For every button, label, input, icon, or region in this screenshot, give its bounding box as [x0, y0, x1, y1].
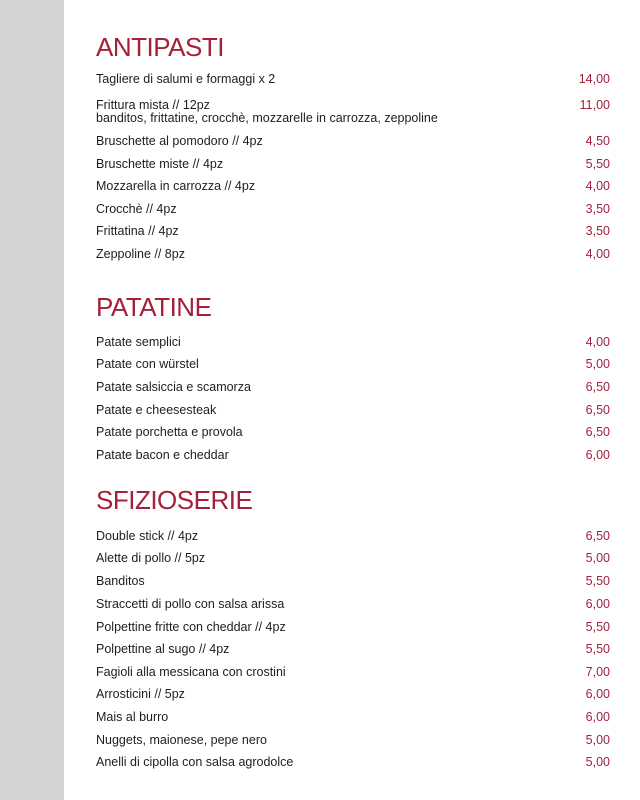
- item-name: Patate con würstel: [96, 357, 199, 371]
- item-price: 5,00: [585, 733, 610, 747]
- item-price: 4,00: [585, 335, 610, 349]
- side-band: [0, 0, 64, 800]
- item-description: banditos, frittatine, crocchè, mozzarelle in carrozza, zeppoline: [96, 111, 438, 125]
- item-price: 5,50: [585, 642, 610, 656]
- section-title: SFIZIOSERIE: [96, 485, 253, 515]
- section-title: PATATINE: [96, 292, 212, 322]
- item-name: Polpettine al sugo // 4pz: [96, 642, 230, 656]
- item-name: Arrosticini // 5pz: [96, 687, 185, 701]
- item-price: 5,50: [585, 574, 610, 588]
- item-name: Zeppoline // 8pz: [96, 247, 185, 261]
- item-price: 6,00: [585, 597, 610, 611]
- item-name: Crocchè // 4pz: [96, 202, 177, 216]
- item-price: 5,50: [585, 157, 610, 171]
- item-price: 5,00: [585, 551, 610, 565]
- item-name: Tagliere di salumi e formaggi x 2: [96, 72, 276, 86]
- item-price: 6,50: [585, 403, 610, 417]
- item-name: Polpettine fritte con cheddar // 4pz: [96, 620, 286, 634]
- item-name: Mais al burro: [96, 710, 169, 724]
- item-price: 14,00: [578, 72, 610, 86]
- item-name: Alette di pollo // 5pz: [96, 551, 206, 565]
- item-name: Patate bacon e cheddar: [96, 448, 229, 462]
- item-name: Patate porchetta e provola: [96, 425, 243, 439]
- item-name: Nuggets, maionese, pepe nero: [96, 733, 267, 747]
- item-price: 3,50: [585, 224, 610, 238]
- item-name: Bruschette al pomodoro // 4pz: [96, 134, 263, 148]
- item-price: 6,00: [585, 710, 610, 724]
- item-name: Bruschette miste // 4pz: [96, 157, 224, 171]
- item-name: Banditos: [96, 574, 145, 588]
- item-price: 4,50: [585, 134, 610, 148]
- item-name: Patate salsiccia e scamorza: [96, 380, 251, 394]
- item-price: 5,50: [585, 620, 610, 634]
- item-price: 4,00: [585, 179, 610, 193]
- item-name: Double stick // 4pz: [96, 529, 199, 543]
- section-title: ANTIPASTI: [96, 32, 224, 62]
- item-name: Patate semplici: [96, 335, 181, 349]
- item-name: Mozzarella in carrozza // 4pz: [96, 179, 256, 193]
- item-name: Frittura mista // 12pz: [96, 98, 210, 112]
- item-price: 3,50: [585, 202, 610, 216]
- item-name: Fagioli alla messicana con crostini: [96, 665, 286, 679]
- item-price: 5,00: [585, 357, 610, 371]
- item-name: Anelli di cipolla con salsa agrodolce: [96, 755, 294, 769]
- item-name: Patate e cheesesteak: [96, 403, 217, 417]
- item-name: Frittatina // 4pz: [96, 224, 179, 238]
- item-price: 7,00: [585, 665, 610, 679]
- item-price: 6,00: [585, 687, 610, 701]
- item-price: 6,50: [585, 529, 610, 543]
- item-price: 6,50: [585, 425, 610, 439]
- item-price: 6,00: [585, 448, 610, 462]
- item-price: 5,00: [585, 755, 610, 769]
- item-price: 11,00: [579, 98, 610, 112]
- item-price: 6,50: [585, 380, 610, 394]
- item-name: Straccetti di pollo con salsa arissa: [96, 597, 285, 611]
- item-price: 4,00: [585, 247, 610, 261]
